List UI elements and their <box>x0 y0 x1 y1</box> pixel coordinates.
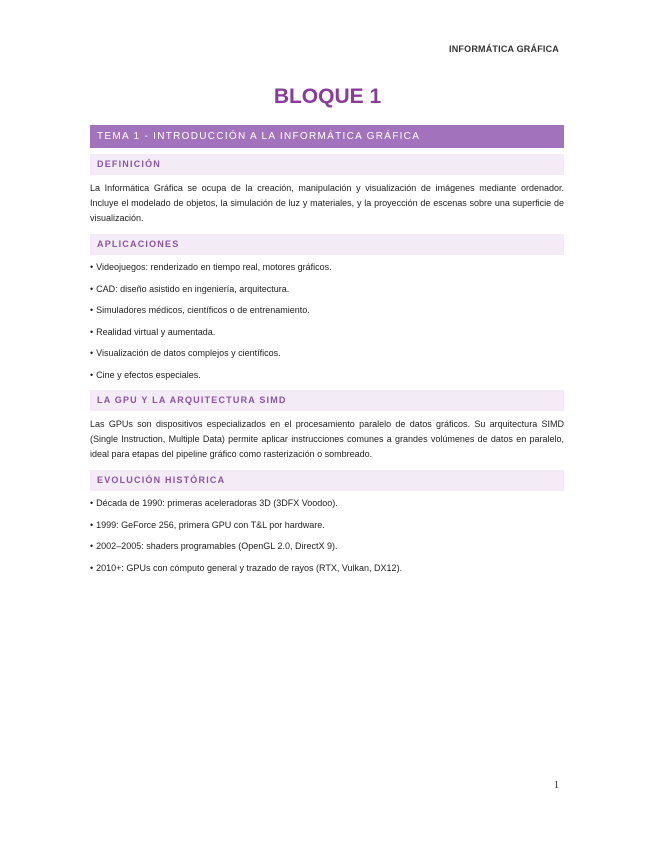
bullet-icon: • <box>90 305 94 315</box>
list-item <box>90 347 564 359</box>
bullet-icon: • <box>90 519 94 530</box>
list-item <box>90 326 564 338</box>
list-item-text: Realidad virtual y aumentada. <box>96 326 216 337</box>
evolucion-list <box>90 497 564 574</box>
aplicaciones-list <box>90 261 564 381</box>
definicion-paragraph: La Informática Gráfica se ocupa de la creación, manipulación y visualización de imágenes mediante ordenador. Incluye el modelado de objetos, la simulación de luz y materiales, y la proyección de escenas sobre una superficie de visualización. <box>90 183 564 223</box>
topic-heading: TEMA 1 - INTRODUCCIÓN A LA INFORMÁTICA GRÁFICA <box>90 125 564 148</box>
list-item <box>90 562 564 574</box>
bullet-icon: • <box>90 369 94 380</box>
list-item <box>90 369 564 381</box>
section-heading-gpu: LA GPU Y LA ARQUITECTURA SIMD <box>90 390 564 411</box>
bullet-icon: • <box>90 541 94 551</box>
list-item-text: 1999: GeForce 256, primera GPU con T&L por hardware. <box>96 519 325 530</box>
section-heading-aplicaciones: APLICACIONES <box>90 234 564 255</box>
running-header: INFORMÁTICA GRÁFICA <box>449 44 559 54</box>
section-heading-evolucion: EVOLUCIÓN HISTÓRICA <box>90 470 564 491</box>
document-title: BLOQUE 1 <box>273 85 382 108</box>
section-heading-definicion: DEFINICIÓN <box>90 154 564 175</box>
list-item-text: Videojuegos: renderizado en tiempo real, motores gráficos. <box>96 262 332 272</box>
list-item-text: Década de 1990: primeras aceleradoras 3D (3DFX Voodoo). <box>96 498 338 508</box>
list-item-text: Cine y efectos especiales. <box>96 369 201 380</box>
list-item <box>90 261 564 273</box>
list-item <box>90 540 564 552</box>
list-item-text: Simuladores médicos, científicos o de entrenamiento. <box>96 305 310 315</box>
gpu-paragraph: Las GPUs son dispositivos especializados en el procesamiento paralelo de datos gráficos. Su arquitectura SIMD (Single Instruction, Multiple Data) permite aplicar instrucciones comunes a grandes volúmenes de datos en paralelo, ideal para etapas del pipeline gráfico como rasterización o sombreado. <box>90 419 564 459</box>
list-item-text: 2002–2005: shaders programables (OpenGL 2.0, DirectX 9). <box>96 541 338 551</box>
bullet-icon: • <box>90 562 94 573</box>
page-number: 1 <box>554 780 559 791</box>
page-content <box>90 125 564 583</box>
list-item <box>90 283 564 295</box>
bullet-icon: • <box>90 262 94 272</box>
bullet-icon: • <box>90 348 94 358</box>
list-item <box>90 304 564 316</box>
bullet-icon: • <box>90 283 94 294</box>
list-item <box>90 519 564 531</box>
bullet-icon: • <box>90 326 94 337</box>
list-item-text: Visualización de datos complejos y científicos. <box>96 348 281 358</box>
bullet-icon: • <box>90 498 94 508</box>
list-item-text: CAD: diseño asistido en ingeniería, arquitectura. <box>96 283 290 294</box>
list-item <box>90 497 564 509</box>
list-item-text: 2010+: GPUs con cómputo general y trazado de rayos (RTX, Vulkan, DX12). <box>96 562 403 573</box>
